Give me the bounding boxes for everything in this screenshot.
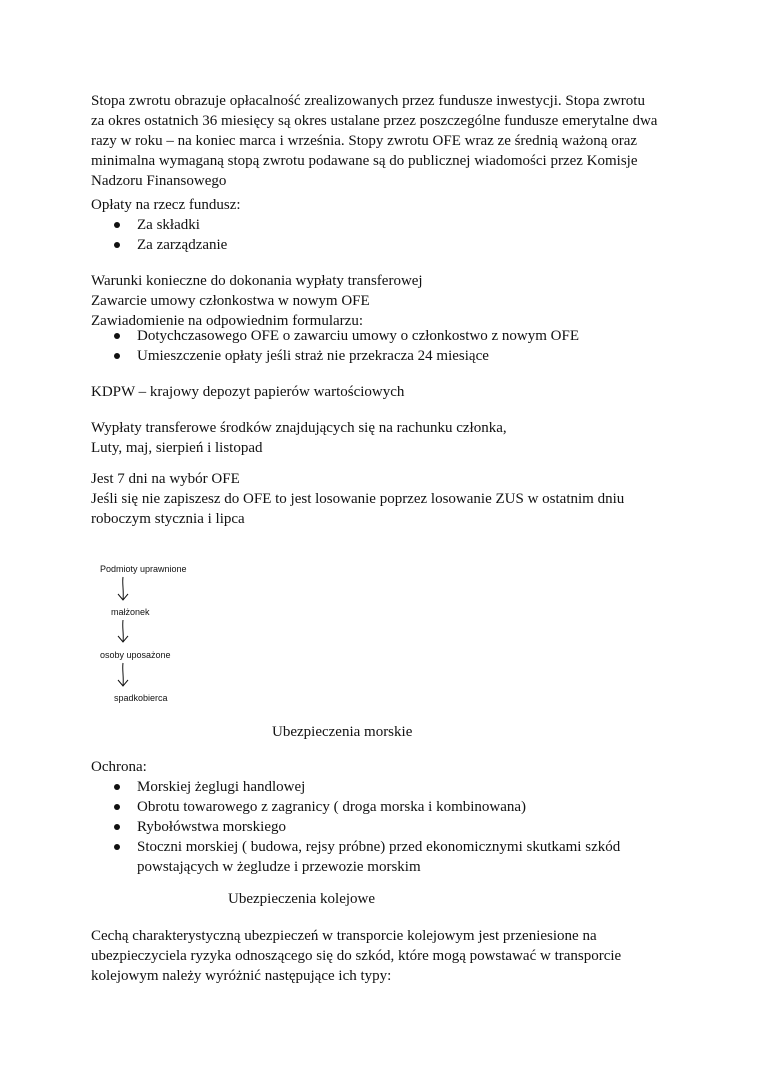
fees-list bbox=[91, 215, 227, 255]
text-line: Jeśli się nie zapiszesz do OFE to jest losowanie poprzez losowanie ZUS w ostatnim dniu bbox=[91, 491, 625, 507]
bullet-icon bbox=[114, 222, 120, 228]
flow-node-entitled: Podmioty uprawnione bbox=[100, 564, 187, 574]
bullet-icon bbox=[114, 242, 120, 248]
bullet-icon bbox=[114, 844, 120, 850]
section-title-rail: Ubezpieczenia kolejowe bbox=[228, 891, 376, 907]
list-item bbox=[91, 326, 579, 346]
bullet-icon bbox=[114, 804, 120, 810]
list-item-text: Za składki bbox=[137, 217, 200, 233]
marine-heading-text: Ochrona: bbox=[91, 759, 147, 775]
marine-protection-list bbox=[91, 777, 620, 877]
list-item-text: Umieszczenie opłaty jeśli straż nie przekracza 24 miesiące bbox=[137, 348, 489, 364]
paragraph-payouts bbox=[91, 418, 681, 458]
text-line: Stopa zwrotu obrazuje opłacalność zrealizowanych przez fundusze inwestycji. Stopa zwrotu bbox=[91, 93, 645, 109]
list-item bbox=[91, 235, 227, 255]
text-line: minimalna wymaganą stopą zwrotu podawane są do publicznej wiadomości przez Komisje bbox=[91, 153, 638, 169]
text-line: Nadzoru Finansowego bbox=[91, 173, 227, 189]
list-item bbox=[91, 777, 620, 797]
bullet-icon bbox=[114, 353, 120, 359]
bullet-icon bbox=[114, 333, 120, 339]
beneficiaries-flow-diagram bbox=[90, 556, 250, 706]
bullet-icon bbox=[114, 824, 120, 830]
list-item bbox=[91, 837, 620, 877]
flow-node-beneficiaries: osoby uposażone bbox=[100, 650, 171, 660]
list-item-text: Stoczni morskiej ( budowa, rejsy próbne) przed ekonomicznymi skutkami szkód bbox=[137, 839, 621, 855]
paragraph-rail bbox=[91, 926, 681, 986]
text-line: razy w roku – na koniec marca i września. Stopy zwrotu OFE wraz ze średnią ważoną oraz bbox=[91, 133, 638, 149]
paragraph-ofe-choice bbox=[91, 469, 681, 529]
marine-heading bbox=[91, 757, 681, 777]
paragraph-return-rate bbox=[91, 91, 681, 191]
fees-heading bbox=[91, 195, 681, 215]
list-item-text: powstających w żegludze i przewozie morskim bbox=[137, 859, 421, 875]
flow-arrows bbox=[90, 556, 250, 706]
down-arrow-icon bbox=[118, 620, 128, 642]
fees-heading-text: Opłaty na rzecz fundusz: bbox=[91, 197, 241, 213]
list-item-text: Rybołówstwa morskiego bbox=[137, 819, 286, 835]
text-line: Zawarcie umowy członkostwa w nowym OFE bbox=[91, 293, 370, 309]
down-arrow-icon bbox=[118, 577, 128, 600]
text-line: Wypłaty transferowe środków znajdujących się na rachunku członka, bbox=[91, 420, 507, 436]
list-item-text: Obrotu towarowego z zagranicy ( droga morska i kombinowana) bbox=[137, 799, 527, 815]
paragraph-kdpw bbox=[91, 382, 681, 402]
text-line: KDPW – krajowy depozyt papierów wartościowych bbox=[91, 384, 405, 400]
text-line: kolejowym należy wyróżnić następujące ich typy: bbox=[91, 968, 392, 984]
text-line: roboczym stycznia i lipca bbox=[91, 511, 245, 527]
list-item-text: Dotychczasowego OFE o zawarciu umowy o członkostwo z nowym OFE bbox=[137, 328, 579, 344]
list-item bbox=[91, 817, 620, 837]
text-line: Zawiadomienie na odpowiednim formularzu: bbox=[91, 313, 363, 329]
text-line: ubezpieczyciela ryzyka odnoszącego się do szkód, które mogą powstawać w transporcie bbox=[91, 948, 622, 964]
section-title-marine: Ubezpieczenia morskie bbox=[272, 724, 413, 740]
flow-node-heir: spadkobierca bbox=[114, 693, 168, 703]
paragraph-transfer-conditions bbox=[91, 271, 681, 331]
list-item bbox=[91, 215, 227, 235]
flow-node-spouse: małżonek bbox=[111, 607, 150, 617]
list-item bbox=[91, 346, 579, 366]
list-item-text: Morskiej żeglugi handlowej bbox=[137, 779, 306, 795]
transfer-list bbox=[91, 326, 579, 366]
list-item bbox=[91, 797, 620, 817]
text-line: Cechą charakterystyczną ubezpieczeń w transporcie kolejowym jest przeniesione na bbox=[91, 928, 597, 944]
down-arrow-icon bbox=[118, 663, 128, 686]
text-line: Luty, maj, sierpień i listopad bbox=[91, 440, 263, 456]
bullet-icon bbox=[114, 784, 120, 790]
text-line: Jest 7 dni na wybór OFE bbox=[91, 471, 240, 487]
text-line: Warunki konieczne do dokonania wypłaty transferowej bbox=[91, 273, 423, 289]
list-item-text: Za zarządzanie bbox=[137, 237, 228, 253]
text-line: za okres ostatnich 36 miesięcy są okres ustalane przez poszczególne fundusze emerytalne dwa bbox=[91, 113, 658, 129]
